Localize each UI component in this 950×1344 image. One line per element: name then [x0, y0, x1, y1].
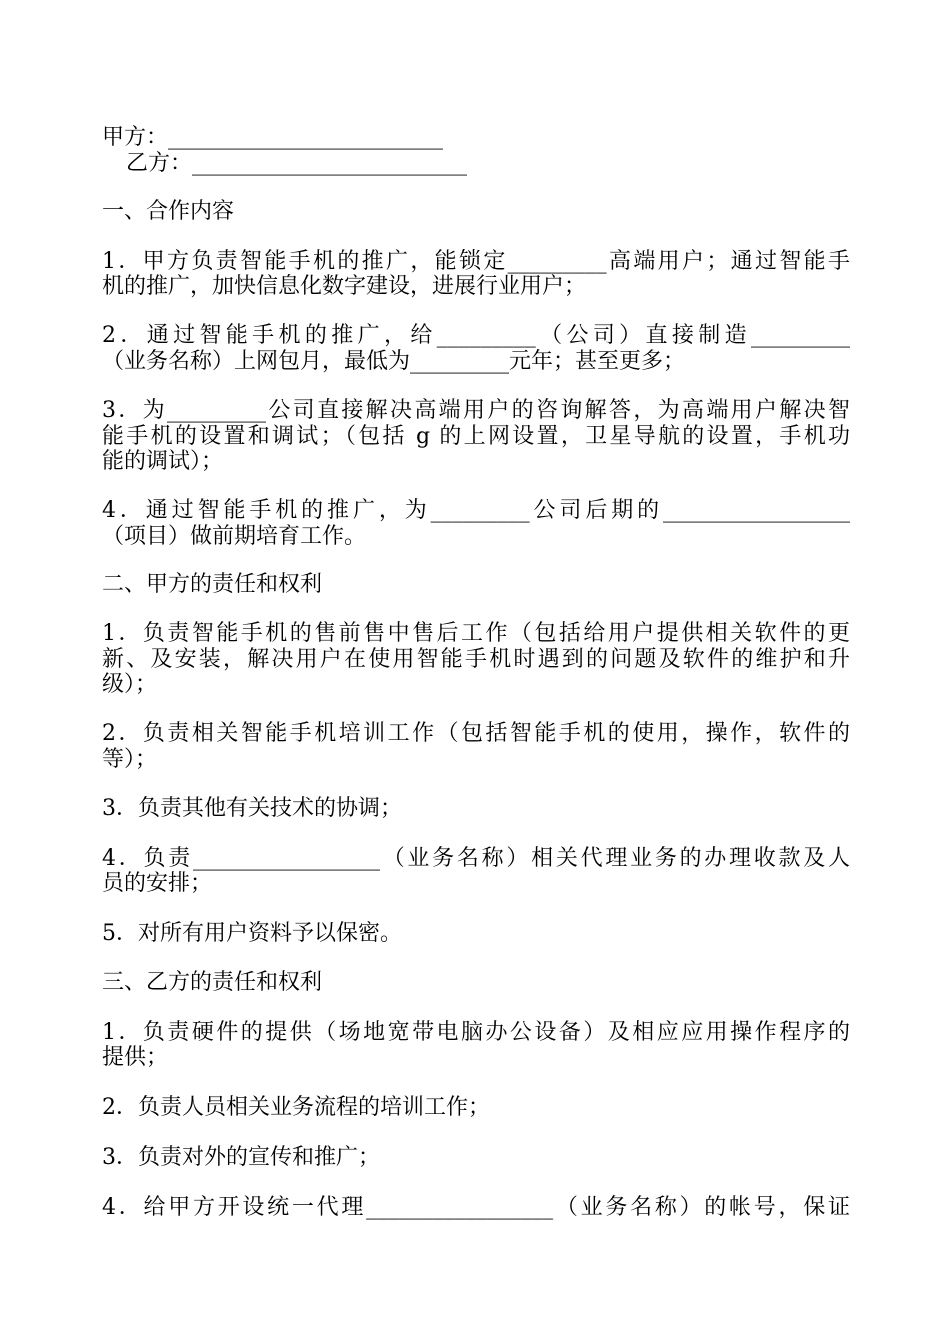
paragraph-line: 1．负责硬件的提供（场地宽带电脑办公设备）及相应应用操作程序的 [102, 1020, 850, 1045]
paragraph-line: 2．负责相关智能手机培训工作（包括智能手机的使用，操作，软件的 [102, 721, 850, 746]
paragraph-line: 等）； [102, 747, 158, 772]
paragraph-line: （业务名称）上网包月，最低为_________元年；甚至更多； [102, 349, 686, 374]
paragraph-line: 能手机的设置和调试；（包括 g 的上网设置，卫星导航的设置，手机功 [102, 424, 850, 449]
paragraph-line: 4．通过智能手机的推广，为_________公司后期的_________________ [102, 498, 850, 523]
paragraph-line: 2．负责人员相关业务流程的培训工作； [102, 1095, 490, 1120]
paragraph-line: （项目）做前期培育工作。 [102, 524, 367, 549]
paragraph-line: 5．对所有用户资料予以保密。 [102, 921, 402, 946]
paragraph-line: 3．为_________公司直接解决高端用户的咨询解答，为高端用户解决智 [102, 398, 850, 423]
section-heading-party-a: 二、甲方的责任和权利 [102, 572, 323, 597]
section-heading-cooperation: 一、合作内容 [102, 199, 235, 224]
paragraph-line: 3．负责对外的宣传和推广； [102, 1145, 380, 1170]
paragraph-line: 新、及安装，解决用户在使用智能手机时遇到的问题及软件的维护和升 [102, 647, 850, 672]
paragraph-line: 机的推广，加快信息化数字建设，进展行业用户； [102, 274, 587, 299]
paragraph-line: 4．负责_________________（业务名称）相关代理业务的办理收款及人 [102, 846, 850, 871]
paragraph-line: 员的安排； [102, 871, 213, 896]
paragraph-line: 提供； [102, 1045, 169, 1070]
section-heading-party-b: 三、乙方的责任和权利 [102, 970, 323, 995]
paragraph-line: 级）； [102, 672, 158, 697]
paragraph-line: 2．通过智能手机的推广，给_________（公司）直接制造_________ [102, 323, 850, 348]
paragraph-line: 3．负责其他有关技术的协调； [102, 796, 402, 821]
paragraph-line: 能的调试）； [102, 449, 224, 474]
party-a-line: 甲方：_________________________ [102, 125, 444, 150]
paragraph-line: 1．甲方负责智能手机的推广，能锁定_________高端用户；通过智能手 [102, 249, 850, 274]
paragraph-line: 1．负责智能手机的售前售中售后工作（包括给用户提供相关软件的更 [102, 621, 850, 646]
paragraph-line: 4．给甲方开设统一代理_________________（业务名称）的帐号，保证 [102, 1195, 850, 1220]
party-b-line: 乙方：_________________________ [126, 151, 468, 176]
